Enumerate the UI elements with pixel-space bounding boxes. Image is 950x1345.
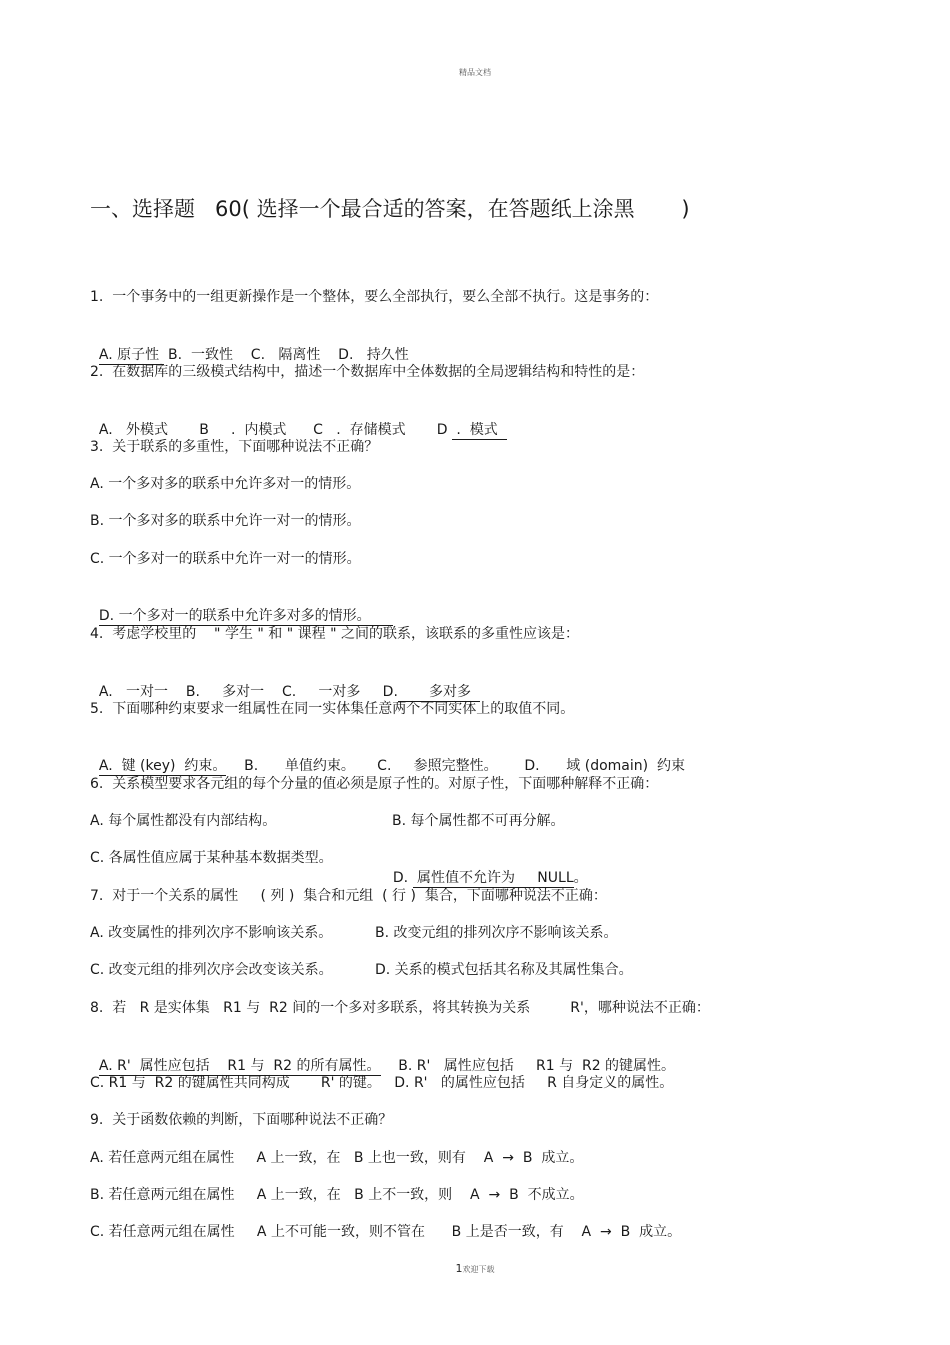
page-number: 1 [455,1262,463,1275]
question-6-option-c: C. 各属性值应属于某种基本数据类型。 [90,850,333,866]
question-1-options [90,325,409,363]
options-rest: B. 一致性 C. 隔离性 D. 持久性 [163,347,409,363]
question-8-stem: 8. 若 R 是实体集 R1 与 R2 间的一个多对多联系，将其转换为关系 R'，哪种说法不正确： [90,1000,710,1016]
answer-option-a: A. 键 (key) 约束。 [98,758,227,774]
question-4-stem: 4. 考虑学校里的 " 学生 " 和 " 课程 " 之间的联系，该联系的多重性应该是： [90,626,579,642]
question-2-stem: 2. 在数据库的三级模式结构中，描述一个数据库中全体数据的全局逻辑结构和特性的是： [90,364,645,380]
options-rest: B. 单值约束。 C. 参照完整性。 D. 域 (domain) 约束 [226,758,685,774]
question-6-option-a: A. 每个属性都没有内部结构。 [90,813,277,829]
answer-option-a: A. R' 属性应包括 R1 与 R2 的所有属性。 [98,1058,381,1074]
question-5-options [90,736,685,774]
question-7-option-c: C. 改变元组的排列次序会改变该关系。 [90,962,333,978]
footer-note [0,1262,950,1275]
question-4-options [90,662,480,700]
question-7-option-a: A. 改变属性的排列次序不影响该关系。 [90,925,333,941]
option-d-prefix: D. [392,870,413,886]
options-rest: B. R' 属性应包括 R1 与 R2 的键属性。 [380,1058,676,1074]
question-9-option-b: B. 若任意两元组在属性 A 上一致，在 B 上不一致，则 A → B 不成立。 [90,1187,584,1203]
question-9-stem: 9. 关于函数依赖的判断，下面哪种说法不正确？ [90,1112,393,1128]
answer-option-d: . 模式 [451,422,507,438]
question-9-option-a: A. 若任意两元组在属性 A 上一致，在 B 上也一致，则有 A → B 成立。 [90,1150,584,1166]
question-3-option-c: C. 一个多对一的联系中允许一对一的情形。 [90,551,361,567]
answer-option-d: D. 一个多对一的联系中允许多对多的情形。 [98,608,393,624]
question-7-option-b: B. 改变元组的排列次序不影响该关系。 [375,925,618,941]
question-8-options-line-2: C. R1 与 R2 的键属性共同构成 R' 的键。 D. R' 的属性应包括 R 自身定义的属性。 [90,1075,674,1091]
answer-option-d: 属性值不允许为 NULL [412,870,574,886]
question-3-stem: 3. 关于联系的多重性，下面哪种说法不正确？ [90,439,379,455]
question-2-options [90,400,507,438]
question-8-options-line-1 [90,1036,676,1074]
question-6-option-b: B. 每个属性都不可再分解。 [392,813,565,829]
answer-option-d: 多对多 [397,684,480,700]
question-3-option-b: B. 一个多对多的联系中允许一对一的情形。 [90,513,361,529]
footer-text: 欢迎下载 [462,1265,495,1274]
question-5-stem: 5. 下面哪种约束要求一组属性在同一实体集任意两个不同实体上的取值不同。 [90,701,575,717]
section-title: 一、选择题 60( 选择一个最合适的答案，在答题纸上涂黑 ) [90,197,690,221]
question-7-stem: 7. 对于一个关系的属性 ( 列 ) 集合和元组 ( 行 ) 集合，下面哪种说法不正确： [90,888,607,904]
question-3-option-a: A. 一个多对多的联系中允许多对一的情形。 [90,476,361,492]
question-1-stem: 1. 一个事务中的一组更新操作是一个整体，要么全部执行，要么全部不执行。这是事务的： [90,289,659,305]
options-rest: A. 一对一 B. 多对一 C. 一对多 D. [98,684,398,700]
answer-option-a: A. 原子性 [98,347,164,363]
question-6-option-d: D. 属性值不允许为 NULL。 [392,870,588,886]
question-6-stem: 6. 关系模型要求各元组的每个分量的值必须是原子性的。对原子性，下面哪种解释不正确： [90,776,659,792]
options-rest: A. 外模式 B . 内模式 C . 存储模式 D [98,422,452,438]
question-9-option-c: C. 若任意两元组在属性 A 上不可能一致，则不管在 B 上是否一致，有 A → B 成立。 [90,1224,682,1240]
header-note: 精品文档 [459,68,491,77]
question-3-option-d [90,586,393,624]
question-7-option-d: D. 关系的模式包括其名称及其属性集合。 [375,962,633,978]
